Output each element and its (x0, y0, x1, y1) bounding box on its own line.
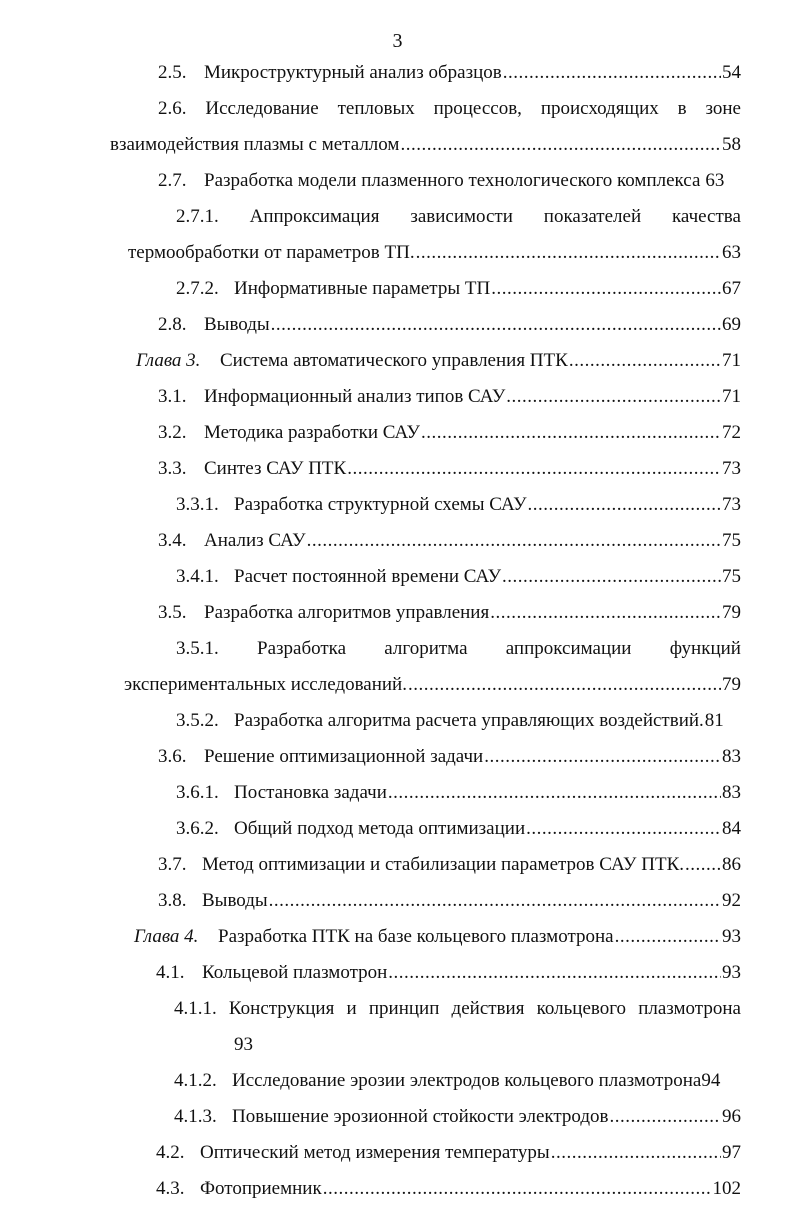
toc-number: 3.3.1. (176, 494, 219, 515)
toc-title: Фотоприемник (200, 1178, 322, 1199)
toc-entry-2-7-2 (176, 278, 741, 304)
dot-leader (506, 386, 721, 408)
toc-number: 4.1.1. (174, 998, 217, 1019)
toc-title: Выводы (204, 314, 270, 335)
dot-leader (408, 674, 721, 696)
dot-leader (307, 530, 721, 552)
toc-entry-2-6-line1 (158, 98, 741, 124)
toc-title: экспериментальных исследований. (124, 674, 407, 695)
dot-leader (526, 818, 721, 840)
dot-leader (569, 350, 721, 372)
toc-title: Разработка ПТК на базе кольцевого плазмотрона (218, 926, 614, 947)
toc-page-ref: 54 (722, 62, 741, 83)
toc-page-ref: 71 (722, 350, 741, 371)
toc-title: Повышение эрозионной стойкости электродов (232, 1106, 609, 1127)
dot-leader (323, 1178, 712, 1200)
toc-page-ref: 79 (722, 674, 741, 695)
toc-entry-3-7 (158, 854, 741, 880)
toc-title: Система автоматического управления ПТК (220, 350, 568, 371)
toc-number: 3.8. (158, 890, 187, 911)
toc-title: Расчет постоянной времени САУ (234, 566, 502, 587)
toc-title-word: алгоритма (384, 638, 468, 659)
toc-number: 3.5.1. (176, 638, 219, 659)
toc-page-ref: 84 (722, 818, 741, 839)
dot-leader (416, 242, 721, 264)
dot-leader (615, 926, 721, 948)
toc-chapter-number: Глава 3. (136, 350, 201, 371)
toc-page-ref: 83 (722, 746, 741, 767)
toc-entry-3-5 (158, 602, 741, 628)
toc-title-word: зависимости (410, 206, 513, 227)
dot-leader (400, 134, 721, 156)
toc-entry-3-6-2 (176, 818, 741, 844)
toc-entry-3-5-1-line1 (176, 638, 741, 664)
toc-page-ref: 102 (712, 1178, 741, 1199)
toc-title-word: функций (669, 638, 741, 659)
toc-page-ref: 73 (722, 494, 741, 515)
toc-title: Синтез САУ ПТК (204, 458, 347, 479)
toc-page-ref: 93 (722, 926, 741, 947)
toc-number: 2.5. (158, 62, 187, 83)
toc-number: 4.1.3. (174, 1106, 217, 1127)
toc-number: 2.7.1. (176, 206, 219, 227)
toc-number: 2.7.2. (176, 278, 219, 299)
toc-title-word: качества (671, 206, 741, 227)
toc-number: 4.3. (156, 1178, 185, 1199)
toc-number: 3.1. (158, 386, 187, 407)
toc-number: 2.6. (158, 98, 187, 119)
dot-leader (503, 62, 721, 84)
toc-page-ref: 71 (722, 386, 741, 407)
toc-number: 3.7. (158, 854, 187, 875)
toc-page-ref: 69 (722, 314, 741, 335)
toc-entry-2-7-1-line2 (128, 242, 741, 268)
toc-entry-2-5 (158, 62, 741, 88)
toc-page-ref: 63 (722, 242, 741, 263)
toc-entry-4-1-2 (174, 1070, 741, 1096)
toc-number: 4.1. (156, 962, 185, 983)
page-number: 3 (392, 30, 403, 52)
dot-leader (421, 422, 721, 444)
toc-page-ref: 73 (722, 458, 741, 479)
toc-title-word: аппроксимации (505, 638, 632, 659)
dot-leader (491, 278, 721, 300)
toc-entry-3-6-1 (176, 782, 741, 808)
toc-title-word: тепловых (337, 98, 415, 119)
toc-title: Разработка алгоритмов управления (204, 602, 490, 623)
toc-entry-4-2 (156, 1142, 741, 1168)
toc-page-ref: 97 (722, 1142, 741, 1163)
dot-leader (685, 854, 721, 876)
toc-title: Методика разработки САУ (204, 422, 421, 443)
toc-title-word: плазмотрона (638, 998, 741, 1019)
toc-entry-3-1 (158, 386, 741, 412)
toc-chapter-3 (136, 350, 741, 376)
toc-title: Анализ САУ (204, 530, 306, 551)
dot-leader (271, 314, 721, 336)
toc-title: Выводы (202, 890, 268, 911)
toc-title: Информативные параметры ТП (234, 278, 491, 299)
toc-entry-3-2 (158, 422, 741, 448)
toc-title-word: зоне (705, 98, 741, 119)
toc-page-ref: 93 (234, 1034, 253, 1055)
toc-number: 4.2. (156, 1142, 185, 1163)
toc-title: Метод оптимизации и стабилизации параметров САУ ПТК. (202, 854, 684, 875)
toc-title: Разработка модели плазменного технологического комплекса (204, 170, 701, 191)
toc-page-ref: 81 (704, 710, 724, 731)
toc-entry-3-4 (158, 530, 741, 556)
toc-page-ref: 75 (722, 530, 741, 551)
dot-leader (347, 458, 721, 480)
toc-chapter-4 (134, 926, 741, 952)
toc-entry-4-1-3 (174, 1106, 741, 1132)
toc-title-word: Аппроксимация (249, 206, 380, 227)
dot-leader (528, 494, 721, 516)
toc-page-ref: 75 (722, 566, 741, 587)
toc-page-ref: 79 (722, 602, 741, 623)
dot-leader (388, 782, 721, 804)
toc-entry-3-3-1 (176, 494, 741, 520)
toc-page-ref: 83 (722, 782, 741, 803)
toc-entry-2-8 (158, 314, 741, 340)
toc-entry-2-7 (158, 170, 741, 196)
toc-chapter-number: Глава 4. (134, 926, 199, 947)
toc-page-ref: 92 (722, 890, 741, 911)
toc-title: Разработка алгоритма расчета управляющих воздействий. (234, 710, 704, 731)
toc-number: 2.8. (158, 314, 187, 335)
toc-title-word: кольцевого (536, 998, 627, 1019)
toc-entry-3-8 (158, 890, 741, 916)
toc-page-ref: 58 (722, 134, 741, 155)
toc-entry-2-6-line2 (110, 134, 741, 160)
toc-title-word: принцип (368, 998, 440, 1019)
toc-number: 2.7. (158, 170, 187, 191)
toc-title: Постановка задачи (234, 782, 387, 803)
toc-title: Исследование эрозии электродов кольцевого плазмотрона (232, 1070, 702, 1091)
toc-title-word: Исследование (205, 98, 319, 119)
toc-entry-4-3 (156, 1178, 741, 1204)
toc-entry-3-3 (158, 458, 741, 484)
toc-title-word: Разработка (257, 638, 347, 659)
toc-title: Информационный анализ типов САУ (204, 386, 506, 407)
dot-leader (484, 746, 721, 768)
toc-title-word: и (346, 998, 357, 1019)
toc-title-word: Конструкция (228, 998, 335, 1019)
toc-number: 3.4.1. (176, 566, 219, 587)
toc-title-word: в (677, 98, 687, 119)
dot-leader (610, 1106, 721, 1128)
toc-page-ref: 93 (722, 962, 741, 983)
toc-title-word: происходящих (540, 98, 659, 119)
toc-title-word: процессов, (433, 98, 522, 119)
toc-title: Разработка структурной схемы САУ (234, 494, 527, 515)
toc-number: 4.1.2. (174, 1070, 217, 1091)
toc-title: Микроструктурный анализ образцов (204, 62, 502, 83)
toc-number: 3.6.2. (176, 818, 219, 839)
toc-number: 3.5.2. (176, 710, 219, 731)
toc-page-ref: 86 (722, 854, 741, 875)
toc-entry-4-1-1-line1 (174, 998, 741, 1024)
toc-entry-2-7-1-line1 (176, 206, 741, 232)
toc-title-word: действия (451, 998, 525, 1019)
toc-title: Общий подход метода оптимизации (234, 818, 526, 839)
toc-number: 3.3. (158, 458, 187, 479)
toc-number: 3.6.1. (176, 782, 219, 803)
toc-title: Решение оптимизационной задачи (204, 746, 484, 767)
toc-entry-4-1 (156, 962, 741, 988)
toc-number: 3.6. (158, 746, 187, 767)
toc-title: Оптический метод измерения температуры (200, 1142, 550, 1163)
dot-leader (388, 962, 721, 984)
toc-entry-3-6 (158, 746, 741, 772)
toc-title: термообработки от параметров ТП. (128, 242, 415, 263)
toc-page-ref: 72 (722, 422, 741, 443)
toc-title: Кольцевой плазмотрон (202, 962, 388, 983)
toc-page-ref: 63 (705, 170, 725, 191)
toc-number: 3.4. (158, 530, 187, 551)
toc-page-ref: 94 (701, 1070, 721, 1091)
toc-title: взаимодействия плазмы с металлом (110, 134, 400, 155)
dot-leader (502, 566, 721, 588)
dot-leader (551, 1142, 721, 1164)
toc-title-word: показателей (543, 206, 642, 227)
dot-leader (269, 890, 721, 912)
toc-entry-3-5-2 (176, 710, 741, 736)
toc-number: 3.2. (158, 422, 187, 443)
toc-entry-3-5-1-line2 (124, 674, 741, 700)
toc-number: 3.5. (158, 602, 187, 623)
toc-entry-3-4-1 (176, 566, 741, 592)
dot-leader (490, 602, 721, 624)
toc-page-ref: 96 (722, 1106, 741, 1127)
toc-page-ref: 67 (722, 278, 741, 299)
